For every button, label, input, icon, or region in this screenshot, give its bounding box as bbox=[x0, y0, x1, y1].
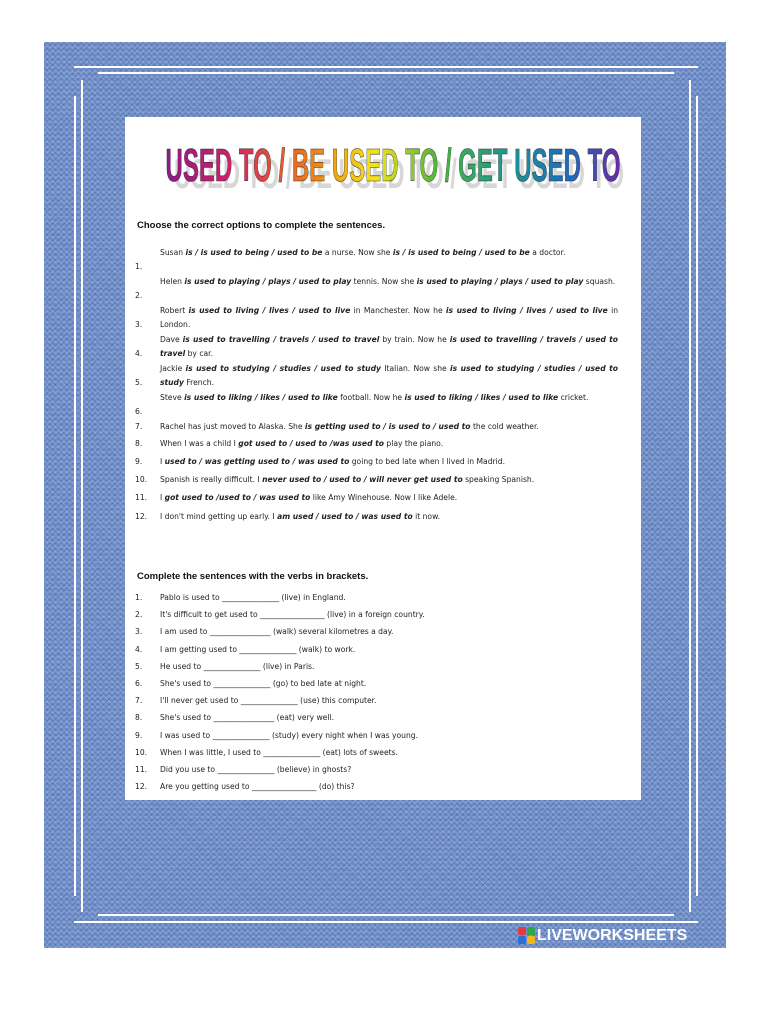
liveworksheets-logo bbox=[518, 925, 687, 947]
logo-icon bbox=[518, 927, 536, 945]
item-number: 9. bbox=[135, 730, 143, 740]
item-text: She's used to _______________ (go) to bed late at night. bbox=[160, 679, 367, 688]
page-title: USED TO / BE USED TO / GET USED TO bbox=[165, 139, 621, 191]
item-text: When I was little, I used to _______________ (eat) lots of sweets. bbox=[160, 747, 398, 757]
section2-instruction: Complete the sentences with the verbs in brackets. bbox=[137, 571, 369, 582]
item-number: 10. bbox=[135, 747, 148, 757]
item-number: 5. bbox=[135, 378, 143, 387]
item-text: I don't mind getting up early. I am used / used to / was used to it now. bbox=[160, 512, 441, 521]
item-number: 12. bbox=[135, 512, 148, 521]
item-number: 11. bbox=[135, 493, 148, 502]
item-text: It's difficult to get used to _________________ (live) in a foreign country. bbox=[160, 610, 425, 620]
item-number: 5. bbox=[135, 661, 143, 671]
frame-line-right-outer bbox=[696, 96, 698, 896]
item-number: 2. bbox=[135, 291, 143, 300]
item-number: 9. bbox=[135, 457, 143, 466]
frame-line-bottom-inner bbox=[98, 914, 674, 916]
item-text: Are you getting used to _________________ (do) this? bbox=[160, 782, 355, 792]
item-text: Jackie is used to studying / studies / used to study Italian. Now she is used to studying / studies / used to study French. bbox=[160, 364, 618, 387]
item-text: Pablo is used to _______________ (live) in England. bbox=[160, 593, 346, 602]
item-number: 3. bbox=[135, 320, 143, 329]
frame-line-top-inner bbox=[98, 72, 674, 74]
item-text: I am getting used to _______________ (walk) to work. bbox=[160, 644, 356, 654]
item-number: 7. bbox=[135, 422, 143, 431]
item-number: 1. bbox=[135, 262, 143, 271]
frame-line-top-outer bbox=[74, 66, 698, 68]
item-text: I got used to /used to / was used to like Amy Winehouse. Now I like Adele. bbox=[160, 493, 458, 502]
item-text: I'll never get used to _______________ (use) this computer. bbox=[160, 696, 377, 706]
title-banner bbox=[125, 129, 641, 199]
item-text: He used to _______________ (live) in Paris. bbox=[160, 661, 315, 671]
item-text: Robert is used to living / lives / used to live in Manchester. Now he is used to living / lives / used to live in London. bbox=[160, 306, 619, 329]
item-text: I used to / was getting used to / was used to going to bed late when I lived in Madrid. bbox=[160, 457, 505, 466]
title-shadow: USED TO / BE USED TO / GET USED TO bbox=[174, 151, 624, 198]
item-number: 4. bbox=[135, 644, 143, 654]
frame-line-left-outer bbox=[74, 96, 76, 896]
item-text: Dave is used to travelling / travels / used to travel by train. Now he is used to travelling / travels / used to travel by car. bbox=[160, 335, 618, 358]
item-text: Did you use to _______________ (believe) in ghosts? bbox=[160, 765, 352, 774]
item-text: Rachel has just moved to Alaska. She is getting used to / is used to / used to the cold weather. bbox=[160, 422, 539, 431]
item-number: 12. bbox=[135, 782, 148, 792]
worksheet-page bbox=[125, 117, 641, 800]
frame-line-left-inner bbox=[81, 80, 83, 912]
item-number: 10. bbox=[135, 475, 148, 484]
item-text: I am used to ________________ (walk) several kilometres a day. bbox=[160, 627, 394, 637]
item-number: 1. bbox=[135, 593, 143, 602]
logo-text: LIVEWORKSHEETS bbox=[537, 927, 688, 944]
section1-instruction: Choose the correct options to complete the sentences. bbox=[137, 220, 386, 231]
item-number: 6. bbox=[135, 679, 143, 688]
item-number: 8. bbox=[135, 713, 143, 723]
item-number: 3. bbox=[135, 627, 143, 637]
item-text: Susan is / is used to being / used to be a nurse. Now she is / is used to being / used to be a doctor. bbox=[160, 248, 566, 257]
item-number: 11. bbox=[135, 765, 148, 774]
item-text: Spanish is really difficult. I never used to / used to / will never get used to speaking Spanish. bbox=[160, 475, 535, 484]
item-text: Helen is used to playing / plays / used to play tennis. Now she is used to playing / plays / used to play squash. bbox=[160, 277, 616, 286]
item-number: 7. bbox=[135, 696, 143, 706]
item-number: 8. bbox=[135, 439, 143, 448]
item-number: 6. bbox=[135, 407, 143, 416]
item-number: 2. bbox=[135, 610, 143, 620]
item-text: She's used to ________________ (eat) very well. bbox=[160, 713, 334, 723]
frame-line-bottom-outer bbox=[74, 921, 698, 923]
item-number: 4. bbox=[135, 349, 143, 358]
item-text: I was used to _______________ (study) every night when I was young. bbox=[160, 730, 418, 740]
item-text: When I was a child I got used to / used to /was used to play the piano. bbox=[160, 439, 444, 448]
frame-line-right-inner bbox=[689, 80, 691, 912]
item-text: Steve is used to liking / likes / used to like football. Now he is used to liking / likes / used to like cricket. bbox=[160, 393, 589, 402]
